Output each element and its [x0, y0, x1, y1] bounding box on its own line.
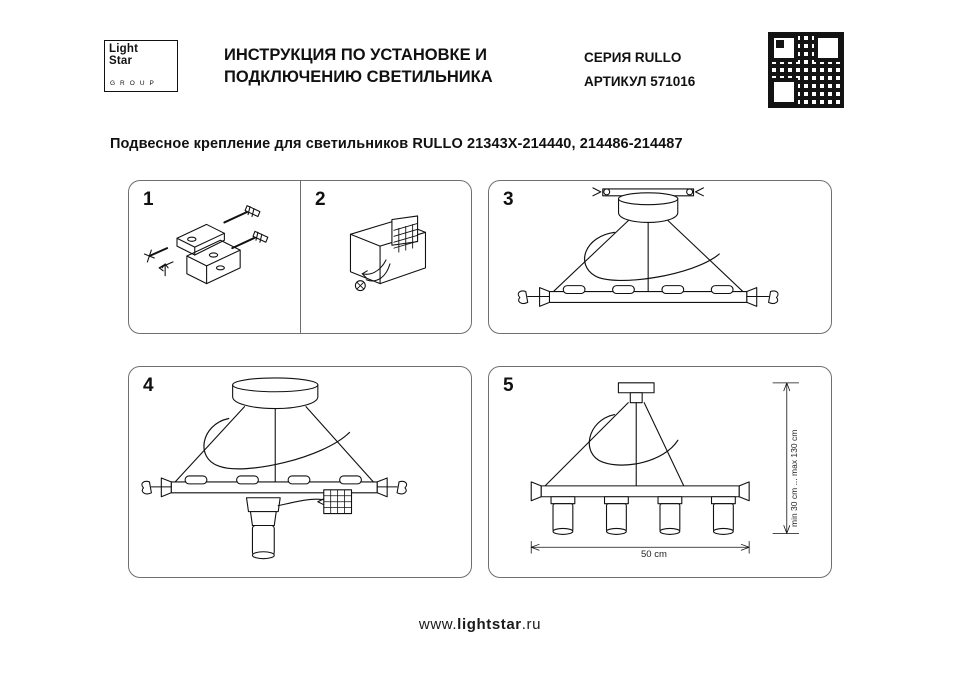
- dimension-height-label: min 30 cm ... max 130 cm: [789, 429, 799, 527]
- footer-url-www: www.: [418, 616, 458, 633]
- step-number-1: 1: [143, 189, 154, 210]
- qr-code-icon: [768, 32, 844, 108]
- step-5-figure: [489, 367, 831, 577]
- step-4-figure: [129, 367, 471, 577]
- logo-wordmark: [109, 44, 165, 67]
- series-label: СЕРИЯ RULLO: [584, 50, 682, 65]
- header: [104, 30, 864, 110]
- logo-group-text: G R O U P: [110, 80, 156, 87]
- subtitle: Подвесное крепление для светильников RULLO 21343Х-214440, 214486-214487: [110, 136, 683, 152]
- footer-url-brand: lightstar: [457, 616, 522, 633]
- step-number-2: 2: [315, 189, 326, 210]
- lightstar-group-logo: [104, 40, 178, 92]
- step-number-3: 3: [503, 189, 514, 210]
- article-label: АРТИКУЛ 571016: [584, 74, 696, 89]
- step-panel-3: [488, 180, 832, 334]
- step-2-figure: [301, 181, 471, 333]
- footer-url-tld: .ru: [521, 616, 542, 633]
- page-title: ИНСТРУКЦИЯ ПО УСТАНОВКЕ И ПОДКЛЮЧЕНИЮ СВЕТИЛЬНИКА: [224, 46, 493, 86]
- logo-line-2: Star: [109, 54, 133, 67]
- step-panel-4: [128, 366, 472, 578]
- step-number-5: 5: [503, 375, 514, 396]
- step-panel-5: [488, 366, 832, 578]
- step-1-figure: [129, 181, 300, 333]
- step-3-figure: [489, 181, 831, 333]
- step-panel-2: [300, 180, 472, 334]
- logo-line-1: Light: [109, 43, 139, 55]
- step-panel-1: [128, 180, 300, 334]
- dimension-width-label: 50 cm: [641, 549, 667, 560]
- step-number-4: 4: [143, 375, 154, 396]
- footer-url: [0, 616, 960, 633]
